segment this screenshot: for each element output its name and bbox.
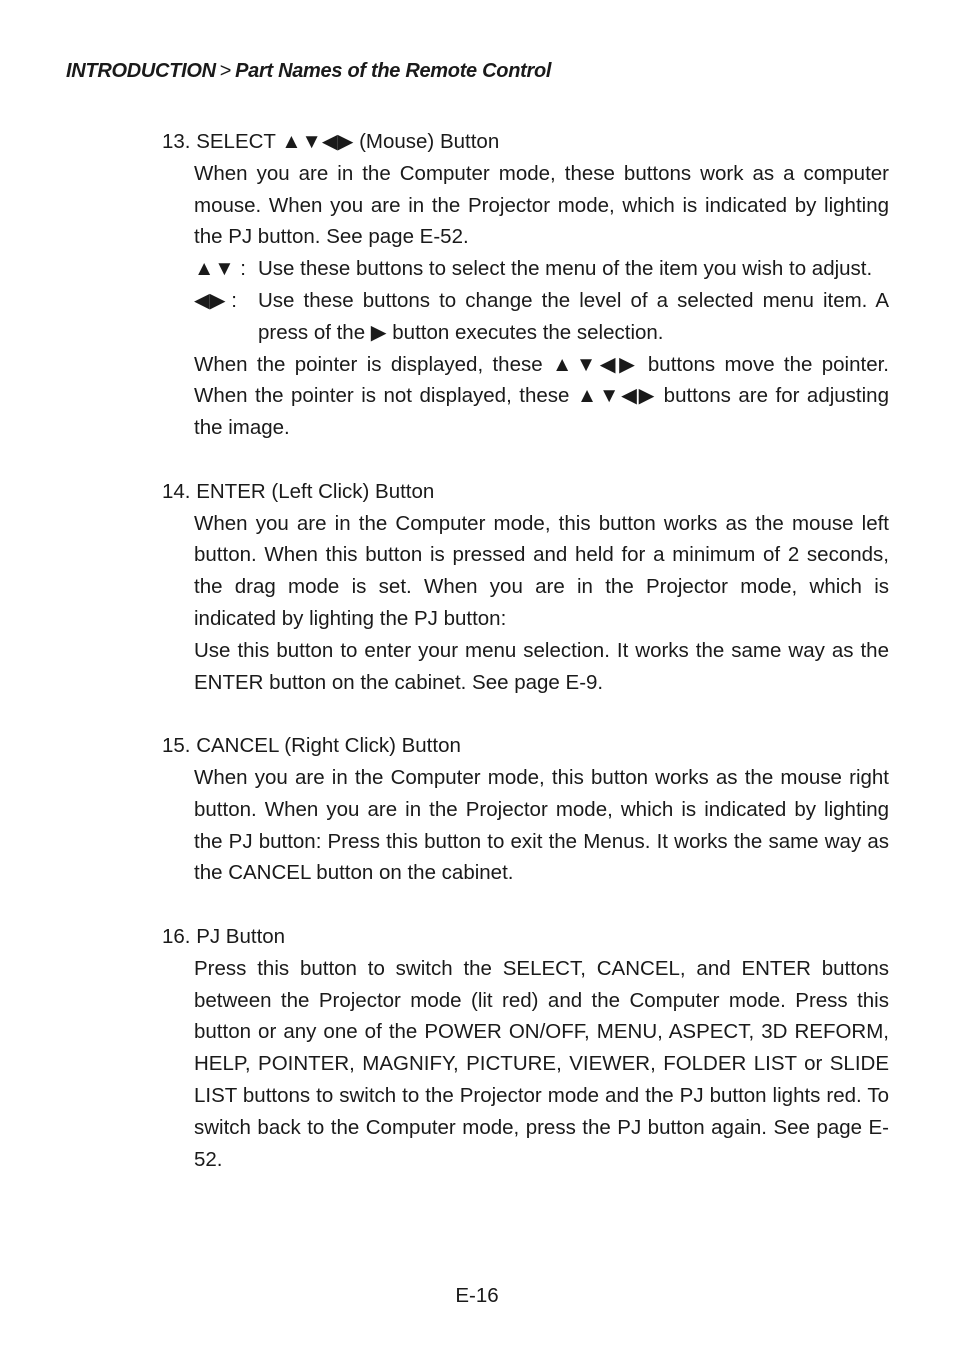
sub-item-key: ▲▼ : [194,257,246,281]
item-body [194,158,889,444]
page-number: E-16 [455,1284,499,1307]
item-body [194,762,889,889]
item-body [194,953,889,1176]
paragraph: When you are in the Computer mode, this button works as the mouse left button. When this button is pressed and held for a minimum of 2 seconds, the drag mode is set. When you are in the Projector mode, which is indicated by lighting the PJ button: [194,511,889,630]
item-body [194,508,889,699]
page-content [162,126,889,1207]
paragraph: When you are in the Computer mode, this button works as the mouse right button. When you are in the Projector mode, which is indicated by lighting the PJ button: Press this button to exit the Menus. It works the same way as the CANCEL button on the cabinet. [194,765,889,885]
item-title: 16. PJ Button [162,924,286,948]
header-separator: > [219,60,232,82]
item-13-select-button [162,126,889,444]
item-title: 13. SELECT ▲▼◀▶ (Mouse) Button [162,130,500,153]
running-header [66,60,551,83]
item-15-cancel-button [162,730,889,889]
item-title: 14. ENTER (Left Click) Button [162,479,435,503]
sub-item-key: ◀▶ : [194,288,237,312]
paragraph: Use this button to enter your menu selection. It works the same way as the ENTER button on the cabinet. See page E-9. [194,638,889,694]
sub-item-description: Use these buttons to change the level of a selected menu item. A press of the ▶ button executes the selection. [258,288,889,344]
sub-item-left-right [194,285,889,349]
item-title: 15. CANCEL (Right Click) Button [162,734,461,758]
sub-item-up-down [194,253,889,285]
item-16-pj-button [162,921,889,1175]
header-title: Part Names of the Remote Control [235,60,552,82]
header-section: INTRODUCTION [66,60,216,82]
paragraph: Press this button to switch the SELECT, CANCEL, and ENTER buttons between the Projector mode (lit red) and the Computer mode. Press this button or any one of the POWER ON/OFF, MENU, ASPECT, 3D REFORM, HELP, POINTER, MAGNIFY, PICTURE, VIEWER, FOLDER LIST or SLIDE LIST buttons to switch to the Projector mode and the PJ button lights red. To switch back to the Computer mode, press the PJ button again. See page E-52. [194,956,889,1171]
item-14-enter-button [162,476,889,699]
paragraph: When you are in the Computer mode, these buttons work as a computer mouse. When you are in the Projector mode, which is indicated by lighting the PJ button. See page E-52. [194,161,889,249]
paragraph: When the pointer is displayed, these ▲▼◀▶ buttons move the pointer. When the pointer is not displayed, these ▲▼◀▶ buttons are for adjusting the image. [194,352,889,440]
sub-item-description: Use these buttons to select the menu of the item you wish to adjust. [258,257,873,281]
